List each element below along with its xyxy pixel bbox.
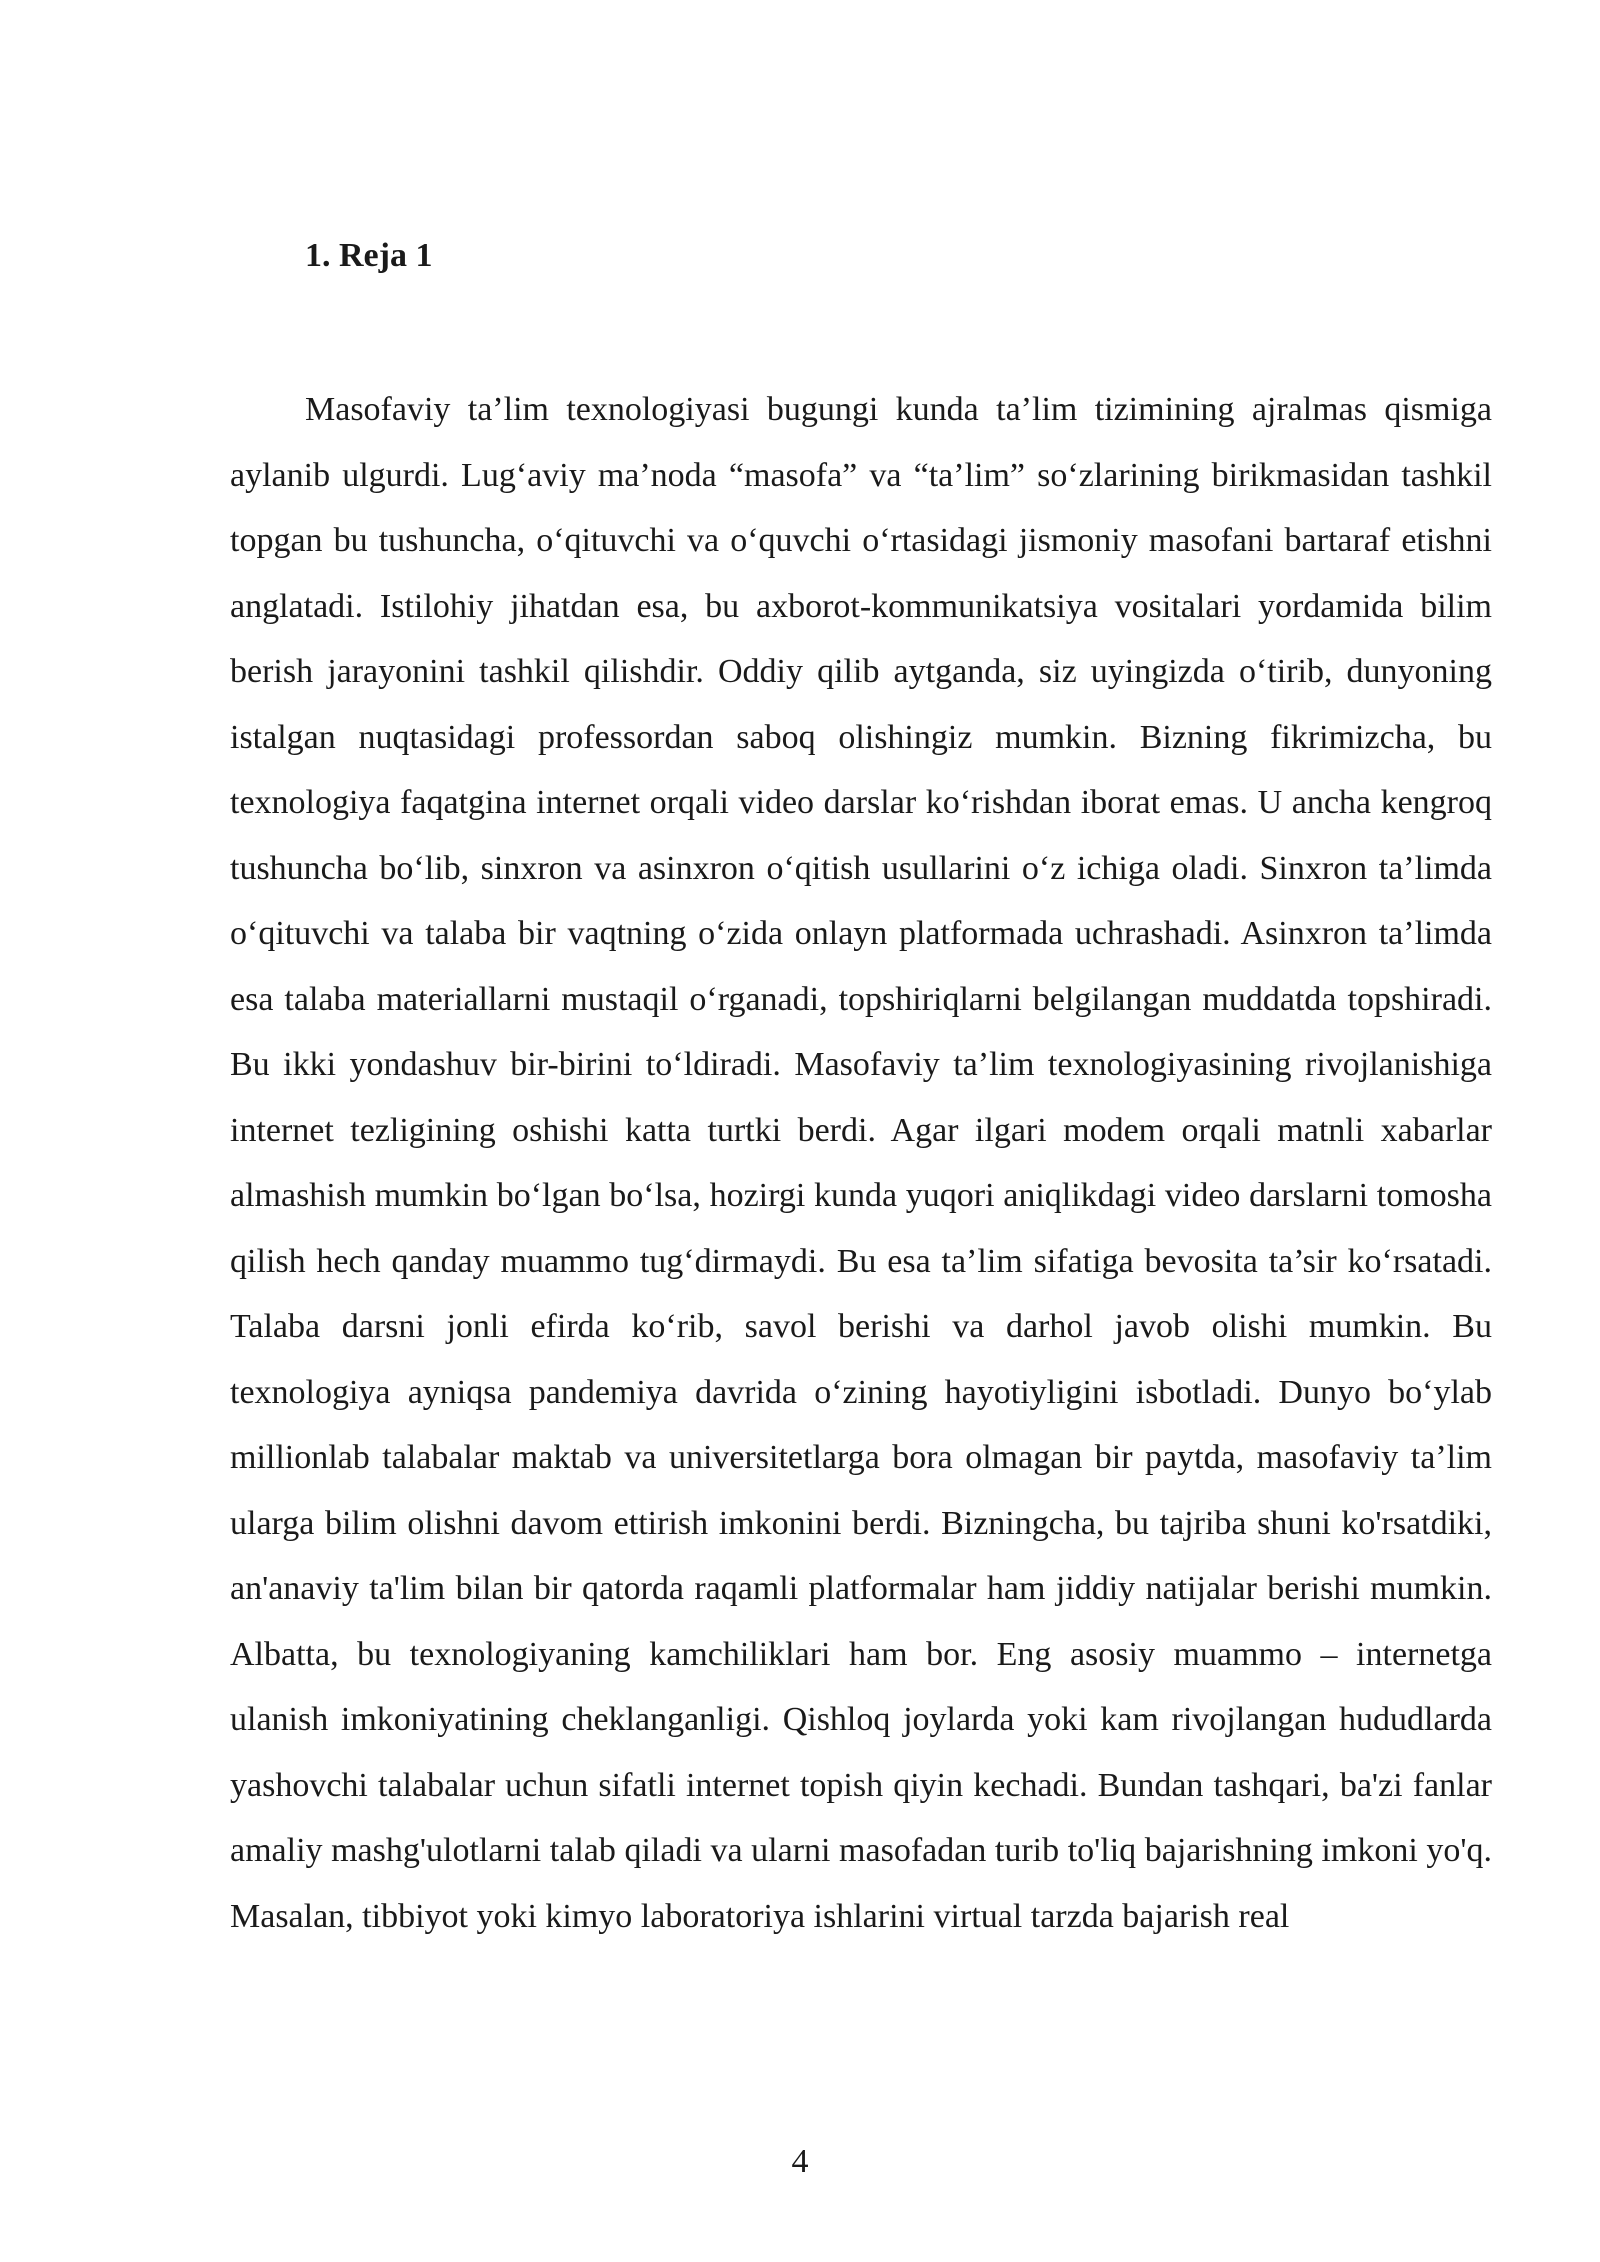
body-paragraph: Masofaviy ta’lim texnologiyasi bugungi kunda ta’lim tizimining ajralmas qismiga aylanib ulgurdi. Lug‘aviy ma’noda “masofa” va “ta’lim” so‘zlarining birikmasidan tashkil topgan bu tushuncha, o‘qituvchi va o‘quvchi o‘rtasidagi jismoniy masofani bartaraf etishni anglatadi. Istilohiy jihatdan esa, bu axborot-kommunikatsiya vositalari yordamida bilim berish jarayonini tashkil qilishdir. Oddiy qilib aytganda, siz uyingizda o‘tirib, dunyoning istalgan nuqtasidagi professordan saboq olishingiz mumkin. Bizning fikrimizcha, bu texnologiya faqatgina internet orqali video darslar ko‘rishdan iborat emas. U ancha kengroq tushuncha bo‘lib, sinxron va asinxron o‘qitish usullarini o‘z ichiga oladi. Sinxron ta’limda o‘qituvchi va talaba bir vaqtning o‘zida onlayn platformada uchrashadi. Asinxron ta’limda esa talaba materiallarni mustaqil o‘rganadi, topshiriqlarni belgilangan muddatda topshiradi. Bu ikki yondashuv bir-birini to‘ldiradi. Masofaviy ta’lim texnologiyasining rivojlanishiga internet tezligining oshishi katta turtki berdi. Agar ilgari modem orqali matnli xabarlar almashish mumkin bo‘lgan bo‘lsa, hozirgi kunda yuqori aniqlikdagi video darslarni tomosha qilish hech qanday muammo tug‘dirmaydi. Bu esa ta’lim sifatiga bevosita ta’sir ko‘rsatadi. Talaba darsni jonli efirda ko‘rib, savol berishi va darhol javob olishi mumkin. Bu texnologiya ayniqsa pandemiya davrida o‘zining hayotiyligini isbotladi. Dunyo bo‘ylab millionlab talabalar maktab va universitetlarga bora olmagan bir paytda, masofaviy ta’lim ularga bilim olishni davom ettirish imkonini berdi. Bizningcha, bu tajriba shuni ko'rsatdiki, an'anaviy ta'lim bilan bir qatorda raqamli platformalar ham jiddiy natijalar berishi mumkin. Albatta, bu texnologiyaning kamchiliklari ham bor. Eng asosiy muammo – internetga ulanish imkoniyatining cheklanganligi. Qishloq joylarda yoki kam rivojlangan hududlarda yashovchi talabalar uchun sifatli internet topish qiyin kechadi. Bundan tashqari, ba'zi fanlar amaliy mashg'ulotlarni talab qiladi va ularni masofadan turib to'liq bajarishning imkoni yo'q. Masalan, tibbiyot yoki kimyo laboratoriya ishlarini virtual tarzda bajarish real — [230, 391, 1492, 1935]
section-heading: 1. Reja 1 — [305, 237, 433, 274]
page-number: 4 — [791, 2143, 809, 2180]
